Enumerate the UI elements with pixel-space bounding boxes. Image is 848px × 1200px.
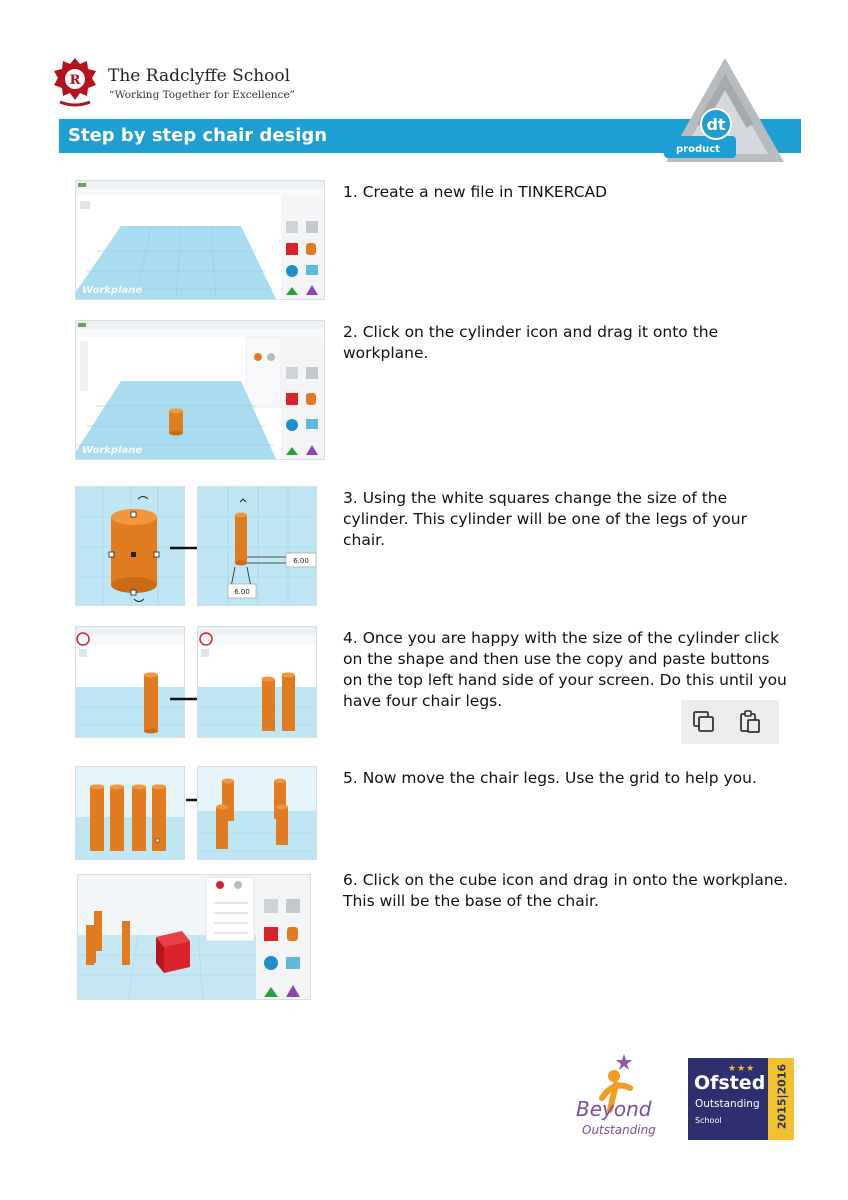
school-name: The Radclyffe School bbox=[108, 66, 291, 86]
dt-product-label: product bbox=[676, 144, 720, 155]
step5-screenshot-after bbox=[197, 766, 317, 860]
step6-text: 6. Click on the cube icon and drag in onto the workplane. This will be the base of the chair. bbox=[343, 871, 789, 910]
beyond-sub-text: Outstanding bbox=[582, 1123, 656, 1137]
dimension-depth-label: 6.00 bbox=[234, 588, 250, 596]
step3-screenshot-after bbox=[197, 486, 317, 606]
dimension-width-label: 6.00 bbox=[293, 557, 309, 565]
ofsted-stars-icon: ★★★ bbox=[728, 1064, 756, 1074]
paste-icon[interactable] bbox=[737, 709, 763, 735]
step1-text: 1. Create a new file in TINKERCAD bbox=[343, 183, 608, 201]
page-title: Step by step chair design bbox=[68, 125, 328, 146]
ofsted-badge bbox=[688, 1058, 794, 1140]
step5-text: 5. Now move the chair legs. Use the grid to help you. bbox=[343, 769, 757, 787]
copy-icon[interactable] bbox=[691, 709, 717, 735]
dt-product-logo bbox=[660, 56, 790, 166]
step3-text: 3. Using the white squares change the size of the cylinder. This cylinder will be one of the legs of your chair. bbox=[343, 489, 747, 549]
step5-screenshot-before bbox=[75, 766, 185, 860]
workplane-label: Workplane bbox=[82, 285, 143, 296]
step1-screenshot bbox=[75, 180, 325, 300]
dt-mark: dt bbox=[706, 115, 726, 134]
ofsted-sub: Outstanding bbox=[695, 1098, 760, 1110]
step2-screenshot bbox=[75, 320, 325, 460]
step4-text: 4. Once you are happy with the size of the cylinder click on the shape and then use the copy and paste buttons on the top left hand side of your screen. Do this until you have four chair legs. bbox=[343, 629, 787, 710]
step4-screenshot-after bbox=[197, 626, 317, 738]
copy-paste-toolbar bbox=[681, 700, 779, 744]
beyond-outstanding-logo bbox=[574, 1050, 678, 1140]
beyond-main-text: Beyond bbox=[576, 1097, 652, 1121]
ofsted-year-strip bbox=[768, 1058, 794, 1140]
step2-text: 2. Click on the cylinder icon and drag it onto the workplane. bbox=[343, 323, 719, 362]
workplane-label: Workplane bbox=[82, 445, 143, 456]
ofsted-small: School bbox=[695, 1116, 722, 1125]
step4-screenshot-before bbox=[75, 626, 185, 738]
ofsted-word: Ofsted bbox=[694, 1072, 766, 1094]
step6-screenshot bbox=[77, 874, 311, 1000]
step3-screenshot-before bbox=[75, 486, 185, 606]
ofsted-year: 2015|2016 bbox=[775, 1063, 789, 1130]
school-header bbox=[52, 56, 352, 112]
school-crest-icon bbox=[52, 56, 98, 108]
crest-letter: R bbox=[69, 73, 81, 88]
school-motto: “Working Together for Excellence” bbox=[109, 89, 296, 101]
